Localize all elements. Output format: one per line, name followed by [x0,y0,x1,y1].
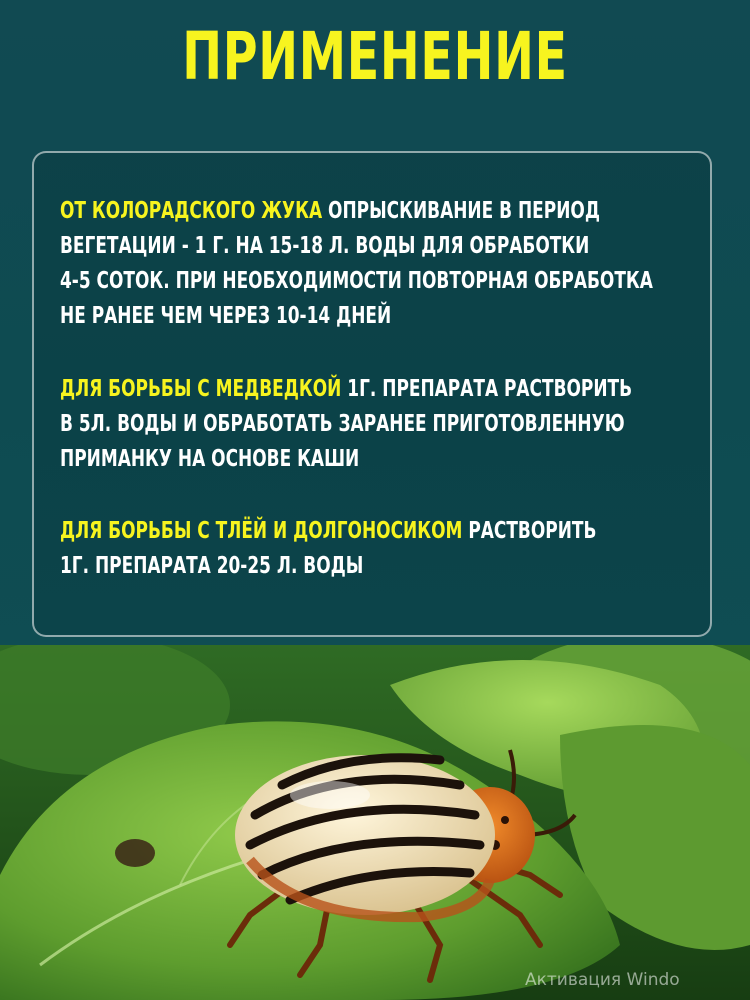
instruction-line [60,549,585,584]
os-activation-watermark: Активация Windo [525,970,680,990]
instruction-line [60,264,653,299]
instruction-line [60,299,585,334]
beetle-photo [0,645,750,1000]
instruction-heading: ДЛЯ БОРЬБЫ С МЕДВЕДКОЙ [60,376,342,402]
instruction-text: РАСТВОРИТЬ [462,518,597,544]
instruction-line [60,372,633,407]
instruction-line [60,407,625,442]
beetle-on-leaf-illustration [0,645,750,1000]
instruction-line [60,442,585,477]
instruction-text: 1Г. ПРЕПАРАТА РАСТВОРИТЬ [341,376,633,402]
instruction-text: НЕ РАНЕЕ ЧЕМ ЧЕРЕЗ 10-14 ДНЕЙ [60,303,392,329]
instruction-line [60,514,597,549]
instruction-text: ВЕГЕТАЦИИ - 1 Г. НА 15-18 Л. ВОДЫ ДЛЯ ОБРАБОТКИ [60,233,590,259]
instruction-line [60,229,590,264]
instruction-heading: ДЛЯ БОРЬБЫ С ТЛЁЙ И ДОЛГОНОСИКОМ [60,518,463,544]
instruction-aphid-weevil [60,514,700,584]
instruction-mole-cricket [60,372,700,477]
instruction-heading: ОТ КОЛОРАДСКОГО ЖУКА [60,198,323,224]
instruction-text: 4-5 СОТОК. ПРИ НЕОБХОДИМОСТИ ПОВТОРНАЯ ОБРАБОТКА [60,268,653,294]
instruction-text: ОПРЫСКИВАНИЕ В ПЕРИОД [322,198,600,224]
instruction-text: В 5Л. ВОДЫ И ОБРАБОТАТЬ ЗАРАНЕЕ ПРИГОТОВЛЕННУЮ [60,411,625,437]
poster-title: ПРИМЕНЕНИЕ [182,18,568,95]
instruction-colorado-beetle [60,194,700,334]
instruction-text: ПРИМАНКУ НА ОСНОВЕ КАШИ [60,446,360,472]
instruction-line [60,194,600,229]
instruction-text: 1Г. ПРЕПАРАТА 20-25 Л. ВОДЫ [60,553,364,579]
